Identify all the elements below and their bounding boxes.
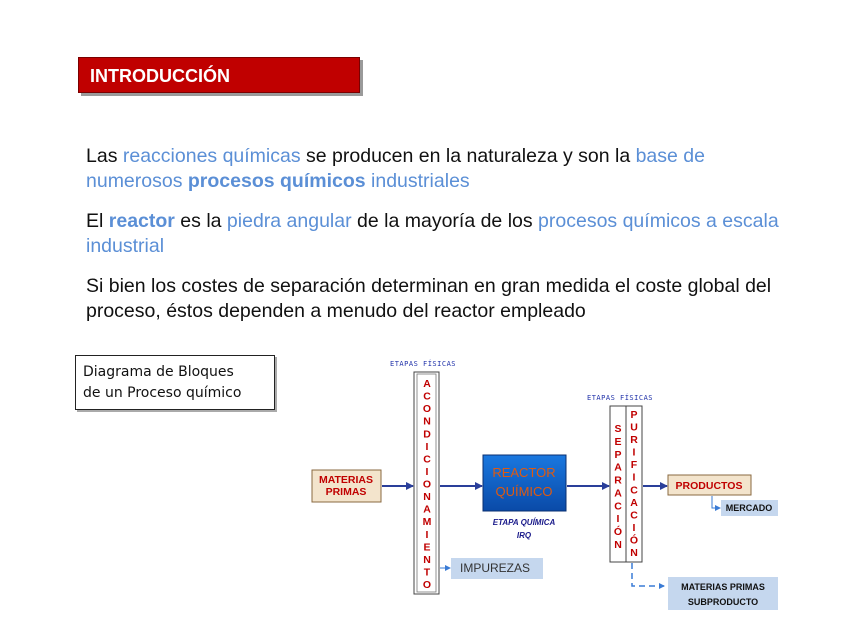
reactor-label-2: QUÍMICO <box>495 484 553 499</box>
arrow-to-subproducto <box>632 563 664 586</box>
section-title: INTRODUCCIÓN <box>78 57 360 93</box>
legend-line-2: de un Proceso químico <box>83 385 242 401</box>
acondicionamiento-letter: N <box>423 553 431 566</box>
legend-line-1: Diagrama de Bloques <box>83 364 234 380</box>
etapas-fisicas-label-2: ETAPAS FÍSICAS <box>587 394 654 402</box>
p2-segment: de la mayoría de los <box>351 210 539 232</box>
productos-label: PRODUCTOS <box>675 480 743 492</box>
irq-label: IRQ <box>516 531 532 540</box>
purificacion-letter: C <box>630 509 638 522</box>
separacion-letter: Ó <box>613 526 623 539</box>
acondicionamiento-letter: N <box>423 415 431 428</box>
purificacion-letter: A <box>630 496 638 509</box>
purificacion-letter: R <box>630 434 638 447</box>
arrow-to-mercado <box>712 496 720 508</box>
purificacion-letter: I <box>632 446 636 459</box>
acondicionamiento-letter: I <box>425 465 429 478</box>
separacion-letter: P <box>614 448 622 461</box>
p2-segment: procesos químicos a escala industrial <box>86 210 779 257</box>
acondicionamiento-label <box>423 378 432 591</box>
acondicionamiento-letter: C <box>423 390 431 403</box>
p1-segment: procesos químicos <box>187 170 366 192</box>
mercado-label: MERCADO <box>725 503 773 513</box>
acondicionamiento-letter: N <box>423 491 431 504</box>
acondicionamiento-letter: C <box>423 453 431 466</box>
purificacion-letter: F <box>630 459 638 472</box>
purificacion-letter: I <box>632 471 636 484</box>
purificacion-letter: N <box>630 547 638 559</box>
acondicionamiento-letter: M <box>422 516 432 529</box>
acondicionamiento-letter: I <box>425 440 429 453</box>
reactor-label-1: REACTOR <box>492 465 556 480</box>
p1-segment: reacciones químicas <box>122 145 301 167</box>
separacion-letter: S <box>614 423 622 435</box>
separacion-letter: C <box>614 500 622 513</box>
acondicionamiento-letter: T <box>423 566 431 579</box>
p1-segment: se producen en la naturaleza y son la <box>300 145 636 167</box>
separacion-letter: E <box>614 435 622 448</box>
p3-segment: Si bien los costes de separación determinan en gran medida el coste global del proceso, éstos dependen a menudo del reactor empleado <box>86 275 772 322</box>
etapas-fisicas-label-1: ETAPAS FÍSICAS <box>390 360 457 368</box>
p2-segment: es la <box>174 210 227 232</box>
separacion-label <box>614 423 622 551</box>
p2-segment: piedra angular <box>226 210 352 232</box>
separacion-letter: N <box>614 539 622 551</box>
purificacion-letter: Ó <box>629 534 639 547</box>
subproducto-label-1: MATERIAS PRIMAS <box>681 582 765 592</box>
p1-segment: Las <box>86 145 123 167</box>
materias-primas-label-2: PRIMAS <box>325 486 367 498</box>
p2-segment: El <box>86 210 109 232</box>
purificacion-letter: I <box>632 521 636 534</box>
p1-segment: industriales <box>365 170 470 192</box>
purificacion-letter: U <box>630 421 638 434</box>
p2-segment: reactor <box>108 210 175 232</box>
acondicionamiento-letter: O <box>422 478 432 491</box>
impurezas-label: IMPUREZAS <box>460 561 531 575</box>
materias-primas-label-1: MATERIAS <box>318 474 374 486</box>
p1-segment: base de numerosos <box>86 145 705 192</box>
acondicionamiento-letter: D <box>423 428 431 441</box>
acondicionamiento-letter: O <box>422 403 432 416</box>
purificacion-label <box>630 409 638 559</box>
separacion-letter: I <box>616 513 620 526</box>
separacion-letter: A <box>614 461 622 474</box>
separacion-letter: R <box>614 474 622 487</box>
acondicionamiento-letter: E <box>423 541 431 554</box>
acondicionamiento-letter: A <box>423 378 431 390</box>
subproducto-label-2: SUBPRODUCTO <box>687 597 759 607</box>
separacion-letter: A <box>614 487 622 500</box>
reactor-quimico-box <box>483 455 566 511</box>
purificacion-letter: C <box>630 484 638 497</box>
acondicionamiento-letter: I <box>425 528 429 541</box>
acondicionamiento-letter: O <box>422 579 432 591</box>
etapa-quimica-label: ETAPA QUÍMICA <box>492 518 556 527</box>
purificacion-letter: P <box>630 409 638 421</box>
acondicionamiento-letter: A <box>423 503 431 516</box>
